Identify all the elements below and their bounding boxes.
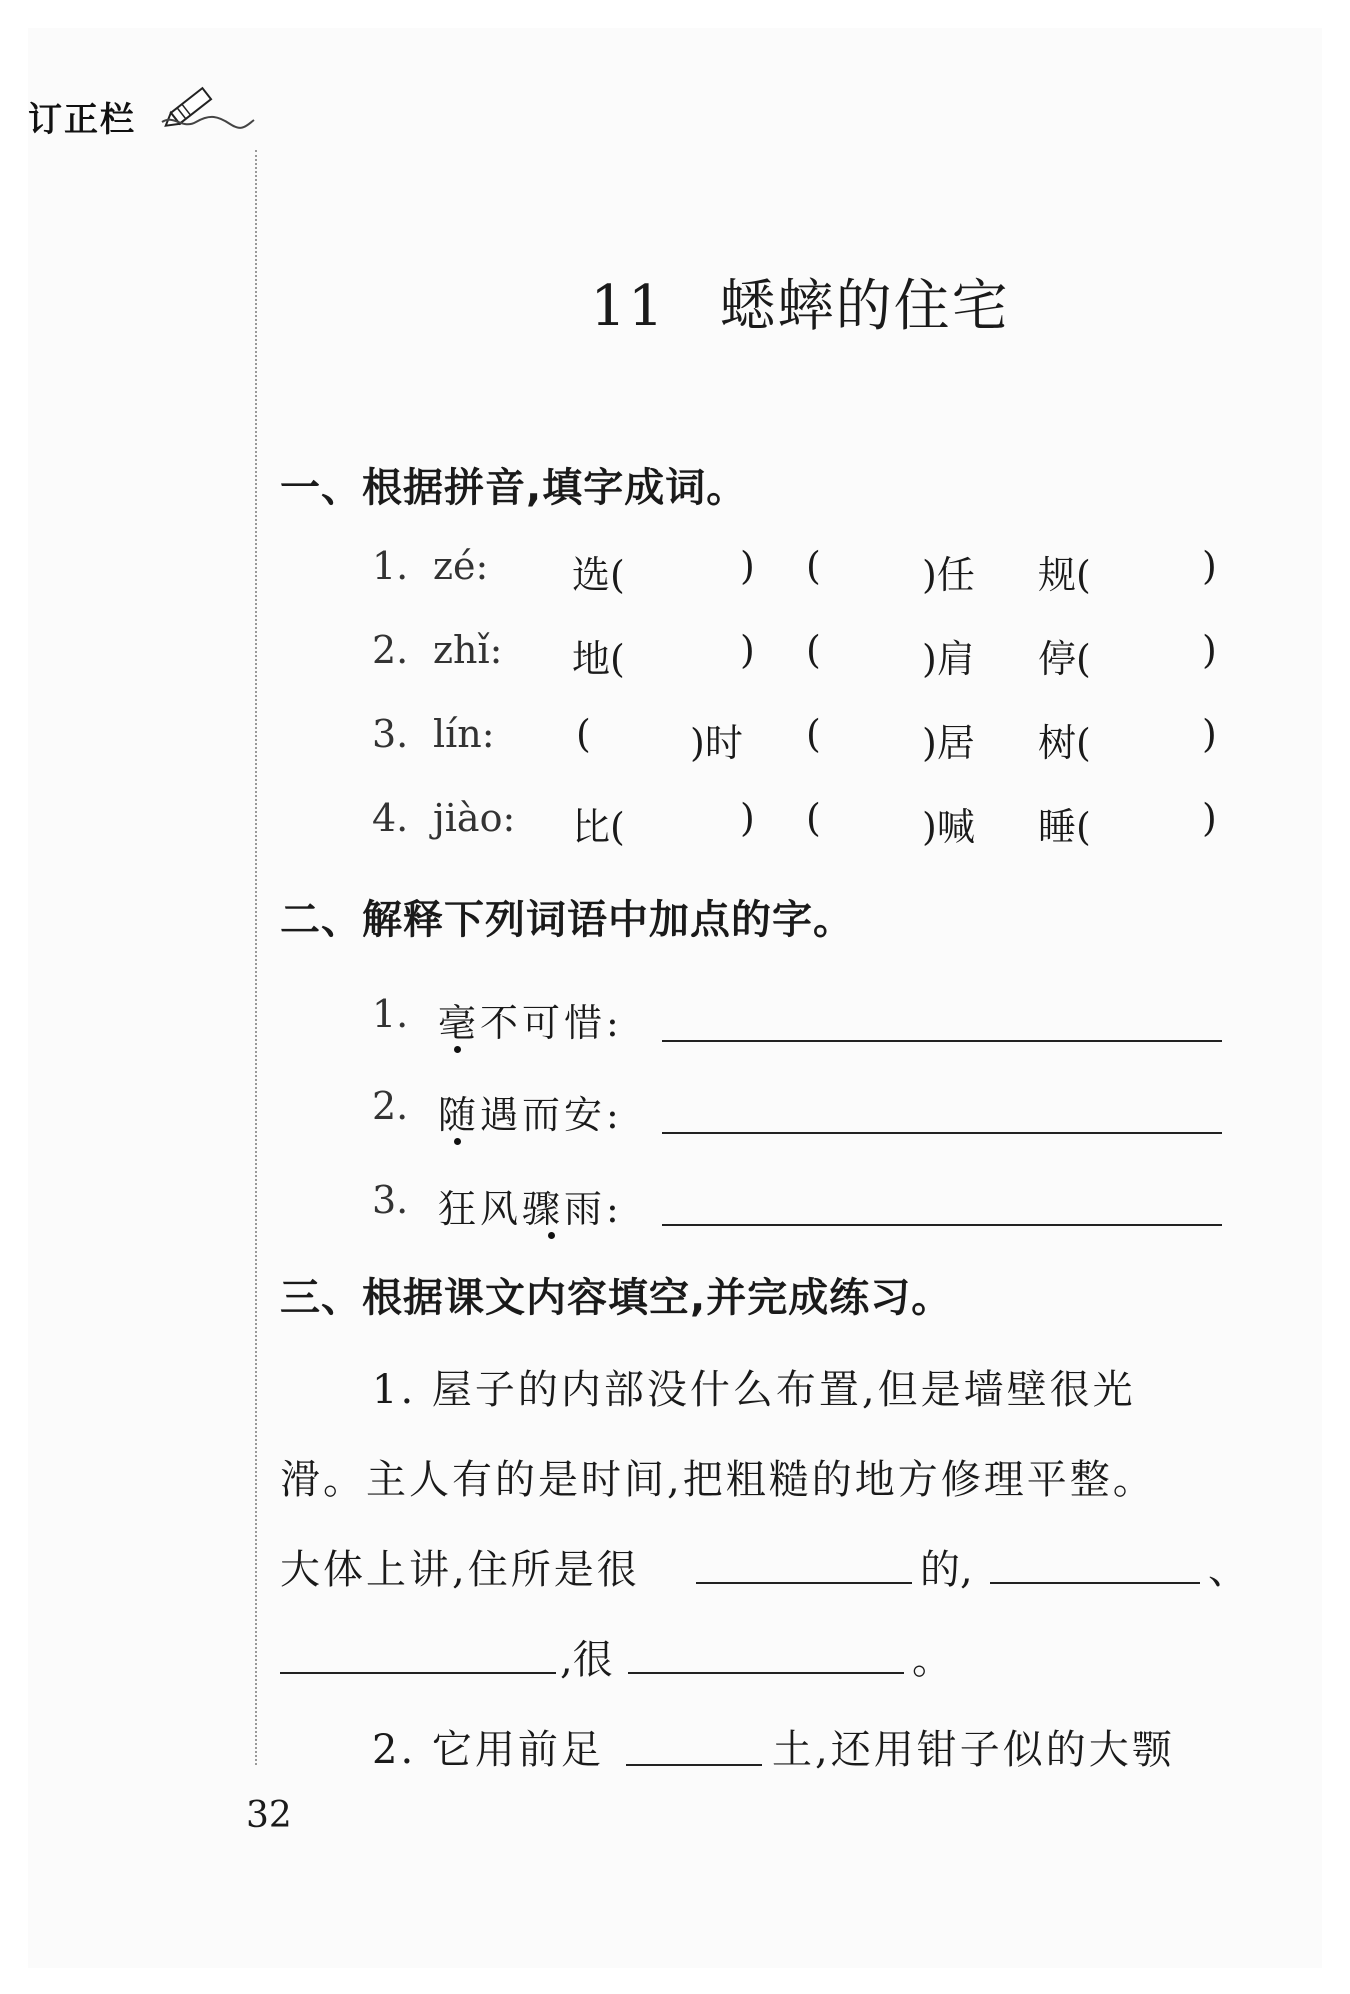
phrase: 毫不可惜: [438,1001,623,1045]
blank-item: ( [576,712,591,756]
section3-heading: 三、根据课文内容填空,并完成练习。 [280,1275,953,1321]
pinyin: jiào: [433,796,516,840]
blank-item: ( [806,544,821,588]
blank-item: ) [740,544,755,588]
answer-line[interactable] [662,1040,1222,1042]
row-number: 2. [372,628,409,672]
paragraph-text: 。 [912,1637,952,1683]
blank-item: ( [806,796,821,840]
blank-item: ) [1202,712,1217,756]
page-number: 32 [246,1795,292,1836]
section2-heading: 二、解释下列词语中加点的字。 [280,897,854,943]
blank-item: 选( [572,553,625,597]
blank-item: )居 [922,721,975,765]
blank-item: )任 [922,553,975,597]
paragraph-line: 土,还用钳子似的大颚 [772,1727,1175,1773]
blank-item: ( [806,628,821,672]
blank-item: 树( [1038,721,1091,765]
lesson-name: 蟋蟀的住宅 [719,274,1010,339]
blank-item: ) [1202,796,1217,840]
correction-divider [255,150,257,1765]
row-number: 1. [372,992,409,1036]
blank-item: 地( [572,637,625,681]
emphasis-dot [548,1232,555,1239]
answer-line[interactable] [662,1224,1222,1226]
answer-line[interactable] [626,1764,762,1766]
phrase: 狂风骤雨: [438,1187,623,1231]
paragraph-text: 的, [920,1547,973,1593]
blank-item: 比( [572,805,625,849]
paragraph-line: 滑。主人有的是时间,把粗糙的地方修理平整。 [280,1457,1156,1503]
correction-column-label: 订正栏 [28,100,136,140]
row-number: 3. [372,712,409,756]
section1-heading: 一、根据拼音,填字成词。 [280,465,748,511]
phrase: 随遇而安: [438,1093,623,1137]
row-number: 3. [372,1178,409,1222]
emphasis-dot [454,1046,461,1053]
blank-item: )时 [690,721,743,765]
pinyin: zhǐ: [433,628,503,672]
answer-line[interactable] [628,1672,904,1674]
blank-item: )喊 [922,805,975,849]
lesson-number: 11 [590,274,666,339]
row-number: 4. [372,796,409,840]
blank-item: 睡( [1038,805,1091,849]
emphasis-dot [454,1138,461,1145]
answer-line[interactable] [990,1582,1200,1584]
paragraph-text: ,很 [560,1637,613,1683]
blank-item: ) [1202,544,1217,588]
paragraph-line: 2. 它用前足 [372,1727,604,1773]
blank-item: ) [1202,628,1217,672]
paragraph-text: 、 [1208,1547,1248,1593]
blank-item: 停( [1038,637,1091,681]
answer-line[interactable] [662,1132,1222,1134]
blank-item: ( [806,712,821,756]
lesson-title [0,262,1350,342]
row-number: 1. [372,544,409,588]
paragraph-line: 1. 屋子的内部没什么布置,但是墙壁很光 [372,1367,1136,1413]
pinyin: lín: [433,712,495,756]
paragraph-line: 大体上讲,住所是很 [280,1547,640,1593]
answer-line[interactable] [280,1672,556,1674]
pinyin: zé: [433,544,489,588]
row-number: 2. [372,1084,409,1128]
blank-item: ) [740,796,755,840]
blank-item: )肩 [922,637,975,681]
pencil-icon [160,78,256,138]
answer-line[interactable] [696,1582,912,1584]
blank-item: ) [740,628,755,672]
blank-item: 规( [1038,553,1091,597]
